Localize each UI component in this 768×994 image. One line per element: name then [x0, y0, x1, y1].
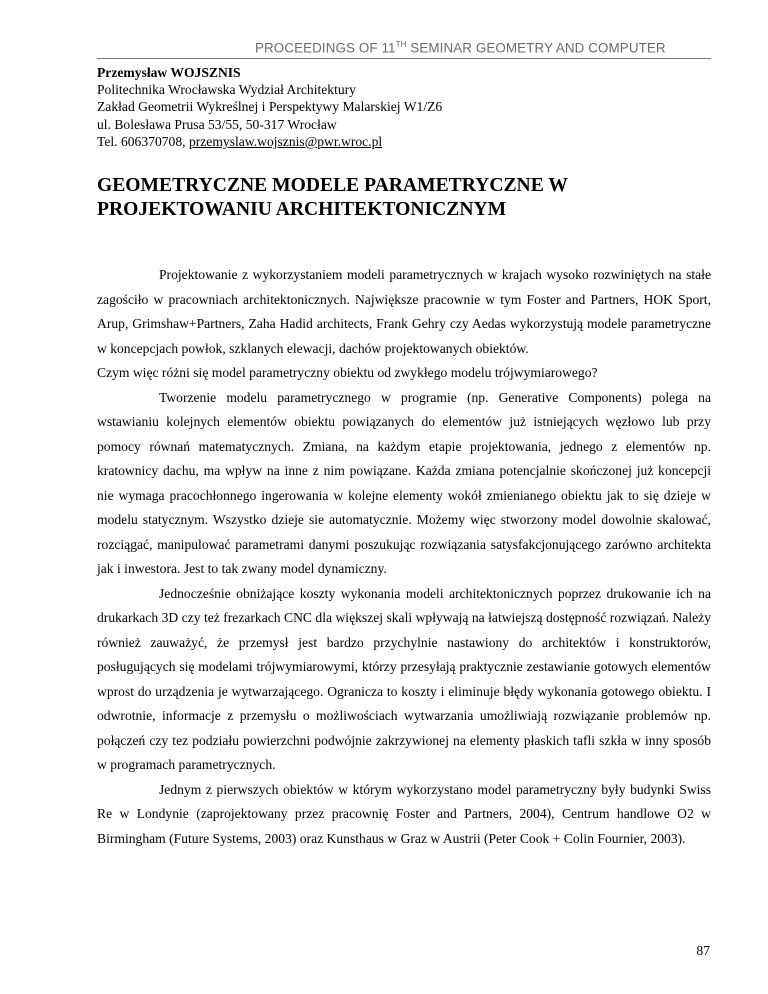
paper-title: [97, 174, 697, 222]
paragraph-3: Tworzenie modelu parametrycznego w programie (np. Generative Components) polega na wstawianiu kolejnych elementów obiektu powiązanych do elementów już istniejących węzłowo lub przy pomocy równań matematycznych. Zmiana, na każdym etapie projektowania, jednego z elementów np. kratownicy dachu, ma wpływ na inne z nim powiązane. Każda zmiana potencjalnie skończonej już koncepcji nie wymaga pracochłonnego ingerowania w kolejne elementy wokół zmienianego obiektu jak to się dzieje w modelu statycznym. Wszystko dzieje sie automatycznie. Możemy więc stworzony model dowolnie skalować, rozciągać, manipulować parametrami danymi poszukując rozwiązania satysfakcjonującego zarówno architekta jak i inwestora. Jest to tak zwany model dynamiczny.: [97, 389, 711, 576]
header-superscript: TH: [395, 40, 407, 49]
author-contact: [97, 133, 697, 150]
paragraph-2: Czym więc różni się model parametryczny obiektu od zwykłego modelu trójwymiarowego?: [97, 365, 598, 380]
author-block: [97, 64, 697, 150]
paragraph-4: Jednocześnie obniżające koszty wykonania modeli architektonicznych poprzez drukowanie ich na drukarkach 3D czy też frezarkach CNC dla większej skali wpływają na łatwiejszą dostępność rozwiązań. Należy również zauważyć, że przemysł jest bardzo przychylnie nastawiony do architektów i konstruktorów, posługujących się modelami trójwymiarowymi, którzy przesyłają praktycznie zestawianie gotowych elementów wprost do urządzenia je wytwarzającego. Ogranicza to koszty i eliminuje błędy wykonania gotowego obiektu. I odwrotnie, informacje z przemysłu o możliwościach wytwarzania umożliwiają rozwiązanie problemów np. połączeń czy tez podziału powierzchni podwójnie zakrzywionej na elementy płaskich tafli szkła w inny sposób w programach parametrycznych.: [97, 585, 711, 772]
author-name: Przemysław WOJSZNIS: [97, 65, 241, 80]
author-phone: Tel. 606370708,: [97, 133, 189, 149]
page-number: 87: [696, 943, 710, 958]
title-line-2: PROJEKTOWANIU ARCHITEKTONICZNYM: [97, 198, 507, 220]
title-line-1: GEOMETRYCZNE MODELE PARAMETRYCZNE W: [97, 175, 568, 196]
author-address: ul. Bolesława Prusa 53/55, 50-317 Wrocław: [97, 116, 337, 132]
author-affiliation-2: Zakład Geometrii Wykreślnej i Perspektywy Malarskiej W1/Z6: [97, 99, 443, 115]
running-header: [255, 40, 710, 58]
body-text: [97, 263, 711, 851]
paragraph-5: Jednym z pierwszych obiektów w którym wykorzystano model parametryczny były budynki Swiss Re w Londynie (zaprojektowany przez pracownię Foster and Partners, 2004), Centrum handlowe O2 w Birmingham (Future Systems, 2003) oraz Kunsthaus w Graz w Austrii (Peter Cook + Colin Fournier, 2003).: [97, 781, 711, 846]
header-prefix: PROCEEDINGS OF 11: [255, 40, 396, 56]
author-email-link[interactable]: przemyslaw.wojsznis@pwr.wroc.pl: [188, 133, 383, 149]
author-affiliation-1: Politechnika Wrocławska Wydział Architektury: [97, 82, 356, 98]
paragraph-1: Projektowanie z wykorzystaniem modeli parametrycznych w krajach wysoko rozwiniętych na stałe zagościło w pracowniach architektonicznych. Największe pracownie w tym Foster and Partners, HOK Sport, Arup, Grimshaw+Partners, Zaha Hadid architects, Frank Gehry czy Aedas wykorzystują modele parametryczne w koncepcjach powłok, szklanych elewacji, dachów projektowanych obiektów.: [97, 267, 711, 356]
header-suffix: SEMINAR GEOMETRY AND COMPUTER: [406, 40, 666, 56]
header-rule: [97, 58, 711, 59]
